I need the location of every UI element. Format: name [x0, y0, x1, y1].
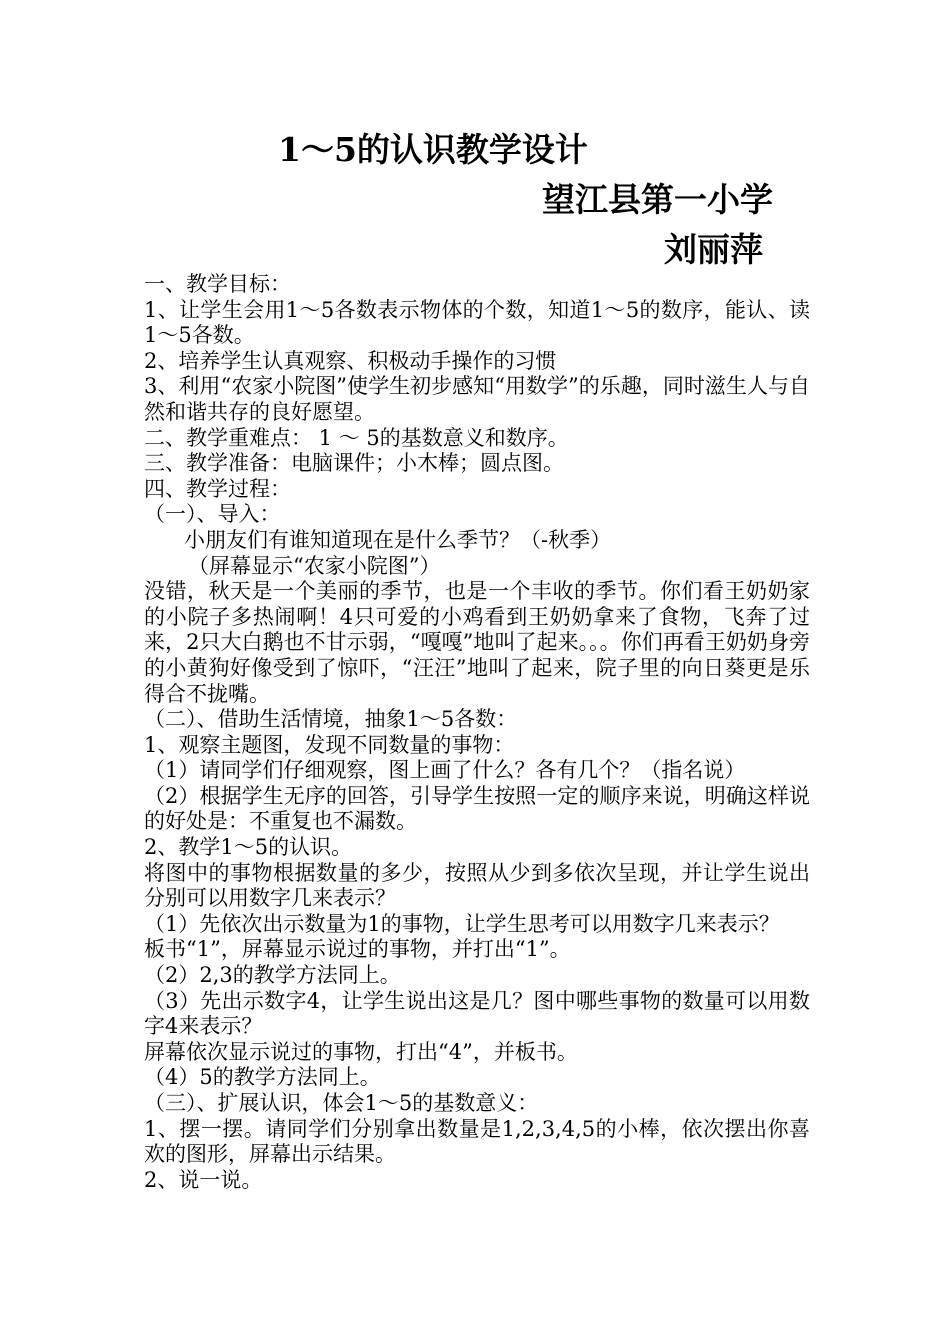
paragraph: （2）2,3的教学方法同上。 — [144, 963, 401, 988]
paragraph: 没错，秋天是一个美丽的季节，也是一个丰收的季节。你们看王奶奶家的小院子多热闹啊！4只可爱的小鸡看到王奶奶拿来了食物，飞奔了过来，2只大白鹅也不甘示弱，“嘎嘎”地叫了起来。。。你们再看王奶奶身旁的小黄狗好像受到了惊吓，“汪汪”地叫了起来，院子里的向日葵更是乐得合不拢嘴。 — [144, 579, 810, 706]
paragraph: （1）先依次出示数量为1的事物，让学生思考可以用数字几来表示？ — [144, 911, 780, 936]
paragraph: 板书“1”，屏幕显示说过的事物，并打出“1”。 — [144, 937, 571, 962]
paragraph: （4）5的教学方法同上。 — [144, 1065, 381, 1090]
document-body — [144, 272, 810, 1193]
paragraph: （2）根据学生无序的回答，引导学生按照一定的顺序来说，明确这样说的好处是：不重复也不漏数。 — [144, 783, 810, 834]
paragraph: （3）先出示数字4，让学生说出这是几？图中哪些事物的数量可以用数字4来表示？ — [144, 988, 810, 1039]
author-name: 刘丽萍 — [664, 230, 763, 269]
paragraph: 1、摆一摆。请同学们分别拿出数量是1,2,3,4,5的小棒，依次摆出你喜欢的图形，屏幕出示结果。 — [144, 1116, 810, 1167]
paragraph: 1、让学生会用1～5各数表示物体的个数，知道1～5的数序，能认、读1～5各数。 — [144, 297, 810, 348]
paragraph: 2、说一说。 — [144, 1167, 263, 1192]
paragraph: （一）、导入： — [144, 502, 281, 527]
paragraph: 屏幕依次显示说过的事物，打出“4”，并板书。 — [144, 1039, 578, 1064]
paragraph: 二、教学重难点： 1 ～ 5的基数意义和数序。 — [144, 425, 569, 450]
paragraph: 1、观察主题图，发现不同数量的事物： — [144, 732, 515, 757]
paragraph: 三、教学准备：电脑课件；小木棒；圆点图。 — [144, 451, 564, 476]
paragraph: 2、培养学生认真观察、积极动手操作的习惯 — [144, 348, 557, 373]
document-title: 1～5的认识教学设计 — [278, 130, 588, 169]
paragraph: （二）、借助生活情境，抽象1～5各数： — [144, 707, 518, 732]
paragraph: （1）请同学们仔细观察，图上画了什么？各有几个？（指名说） — [144, 758, 746, 783]
paragraph: 小朋友们有谁知道现在是什么季节？（-秋季） — [184, 527, 612, 552]
paragraph: 一、教学目标： — [144, 272, 291, 296]
paragraph: （三）、扩展认识，体会1～5的基数意义： — [144, 1091, 539, 1115]
paragraph: 3、利用“农家小院图”使学生初步感知“用数学”的乐趣，同时滋生人与自然和谐共存的良好愿望。 — [144, 374, 810, 424]
school-name: 望江县第一小学 — [542, 180, 773, 219]
paragraph: 2、教学1～5的认识。 — [144, 835, 353, 860]
paragraph: 四、教学过程： — [144, 476, 291, 501]
paragraph: 将图中的事物根据数量的多少，按照从少到多依次呈现，并让学生说出分别可以用数字几来表示？ — [144, 860, 810, 911]
paragraph: （屏幕显示“农家小院图”） — [188, 553, 441, 578]
